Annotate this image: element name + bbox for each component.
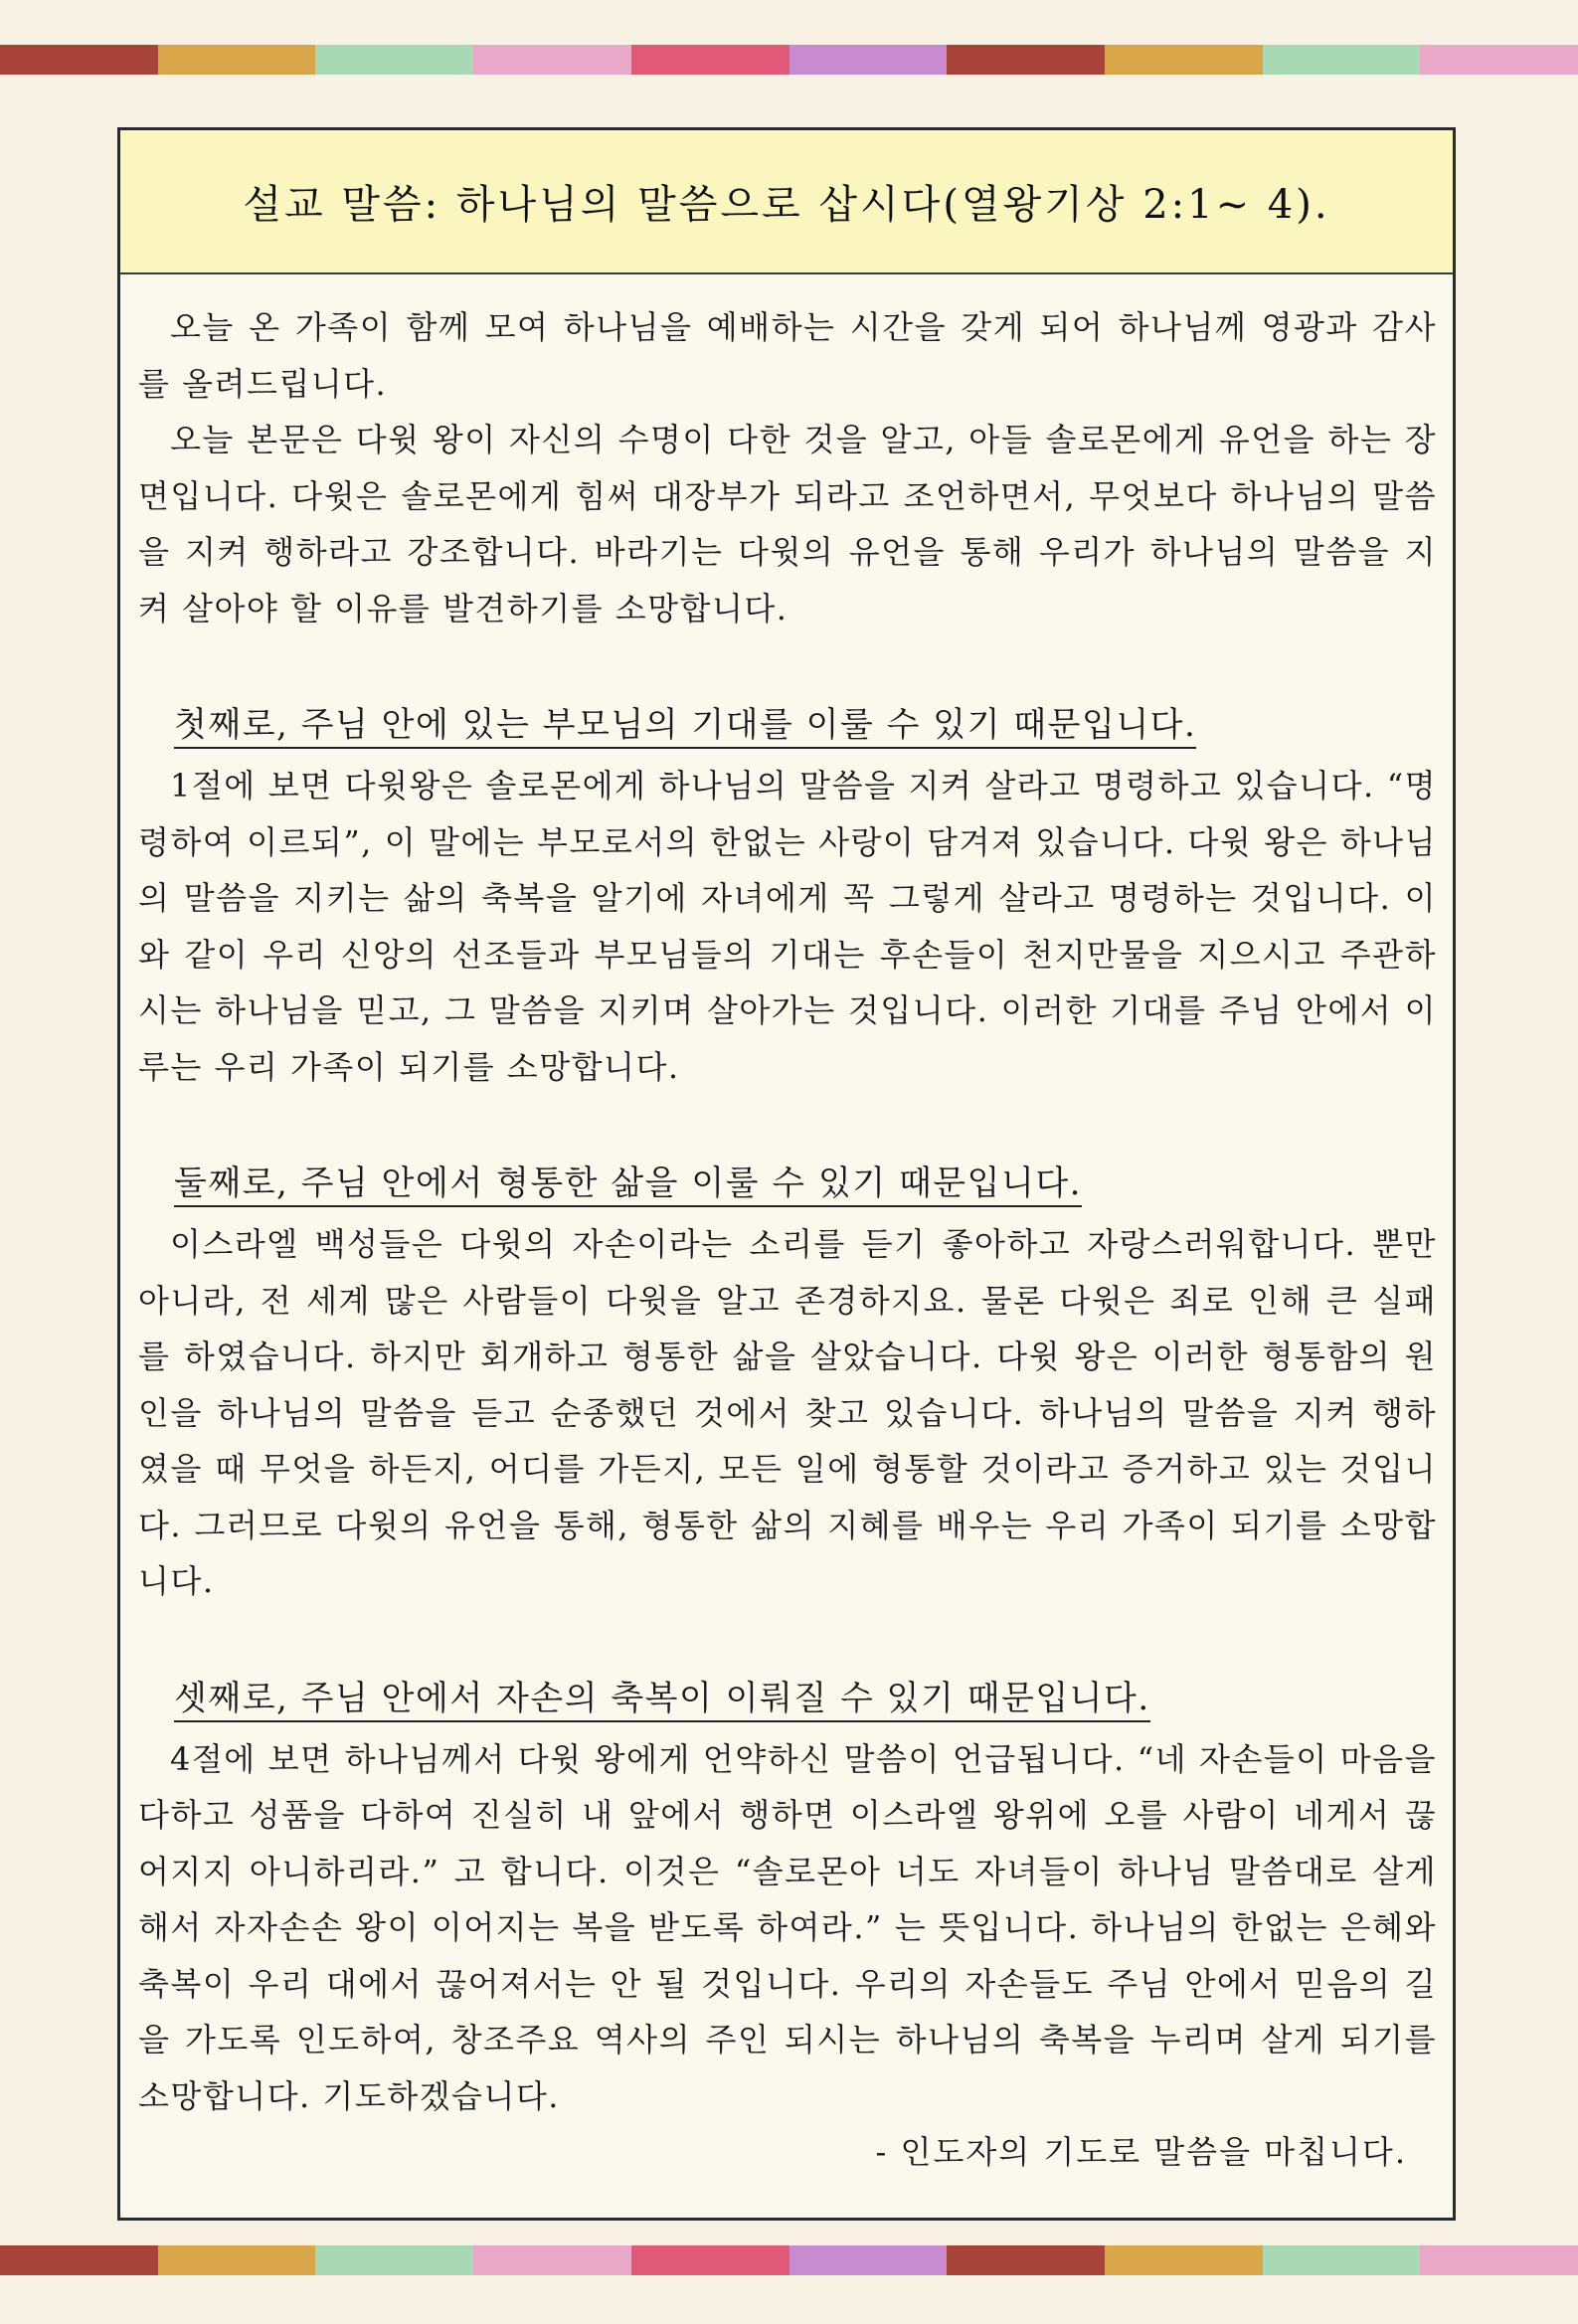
- stripe-segment: [1105, 2245, 1263, 2275]
- stripe-segment: [631, 2245, 789, 2275]
- title-box: [120, 130, 1453, 274]
- stripe-segment: [1420, 45, 1578, 75]
- stripe-segment: [789, 2245, 948, 2275]
- stripe-segment: [473, 2245, 631, 2275]
- bottom-decorative-stripe: [0, 2245, 1578, 2275]
- section-heading-2: [138, 1155, 1437, 1212]
- intro-paragraph-1: 오늘 온 가족이 함께 모여 하나님을 예배하는 시간을 갖게 되어 하나님께 영광과 감사를 올려드립니다.: [138, 308, 1437, 403]
- section-heading-1-text: 첫째로, 주님 안에 있는 부모님의 기대를 이룰 수 있기 때문입니다.: [174, 705, 1196, 749]
- sermon-frame: [117, 127, 1456, 2221]
- section-body-2: 이스라엘 백성들은 다윗의 자손이라는 소리를 듣기 좋아하고 자랑스러워합니다. 뿐만 아니라, 전 세계 많은 사람들이 다윗을 알고 존경하지요. 물론 다윗은 죄로 인해 큰 실패를 하였습니다. 하지만 회개하고 형통한 삶을 살았습니다. 다윗 왕은 이러한 형통함의 원인을 하나님의 말씀을 듣고 순종했던 것에서 찾고 있습니다. 하나님의 말씀을 지켜 행하였을 때 무엇을 하든지, 어디를 가든지, 모든 일에 형통할 것이라고 증거하고 있는 것입니다. 그러므로 다윗의 유언을 통해, 형통한 삶의 지혜를 배우는 우리 가족이 되기를 소망합니다.: [138, 1225, 1437, 1600]
- stripe-segment: [947, 2245, 1105, 2275]
- stripe-segment: [631, 45, 789, 75]
- sermon-title: 설교 말씀: 하나님의 말씀으로 삽시다(열왕기상 2:1~ 4).: [243, 182, 1330, 228]
- section-heading-3: [138, 1670, 1437, 1727]
- stripe-segment: [1263, 45, 1421, 75]
- stripe-segment: [1420, 2245, 1578, 2275]
- stripe-segment: [1263, 2245, 1421, 2275]
- stripe-segment: [473, 45, 631, 75]
- stripe-segment: [789, 45, 948, 75]
- stripe-segment: [0, 45, 158, 75]
- closing-line: - 인도자의 기도로 말씀을 마칩니다.: [875, 2133, 1407, 2171]
- section-body-1: 1절에 보면 다윗왕은 솔로몬에게 하나님의 말씀을 지켜 살라고 명령하고 있습니다. “명령하여 이르되”, 이 말에는 부모로서의 한없는 사랑이 담겨져 있습니다. 다윗 왕은 하나님의 말씀을 지키는 삶의 축복을 알기에 자녀에게 꼭 그렇게 살라고 명령하는 것입니다. 이와 같이 우리 신앙의 선조들과 부모님들의 기대는 후손들이 천지만물을 지으시고 주관하시는 하나님을 믿고, 그 말씀을 지키며 살아가는 것입니다. 이러한 기대를 주님 안에서 이루는 우리 가족이 되기를 소망합니다.: [138, 767, 1437, 1086]
- stripe-segment: [158, 2245, 316, 2275]
- intro-paragraph-2: 오늘 본문은 다윗 왕이 자신의 수명이 다한 것을 알고, 아들 솔로몬에게 유언을 하는 장면입니다. 다윗은 솔로몬에게 힘써 대장부가 되라고 조언하면서, 무엇보다 하나님의 말씀을 지켜 행하라고 강조합니다. 바라기는 다윗의 유언을 통해 우리가 하나님의 말씀을 지켜 살아야 할 이유를 발견하기를 소망합니다.: [138, 421, 1437, 627]
- top-decorative-stripe: [0, 45, 1578, 75]
- stripe-segment: [315, 45, 473, 75]
- section-heading-2-text: 둘째로, 주님 안에서 형통한 삶을 이룰 수 있기 때문입니다.: [174, 1163, 1082, 1207]
- section-heading-3-text: 셋째로, 주님 안에서 자손의 축복이 이뤄질 수 있기 때문입니다.: [174, 1679, 1150, 1722]
- section-heading-1: [138, 696, 1437, 754]
- stripe-segment: [315, 2245, 473, 2275]
- sermon-content: [138, 299, 1437, 2181]
- stripe-segment: [0, 2245, 158, 2275]
- section-body-3: 4절에 보면 하나님께서 다윗 왕에게 언약하신 말씀이 언급됩니다. “네 자손들이 마음을 다하고 성품을 다하여 진실히 내 앞에서 행하면 이스라엘 왕위에 오를 사람이 네게서 끊어지지 아니하리라.” 고 합니다. 이것은 “솔로몬아 너도 자녀들이 하나님 말씀대로 살게 해서 자자손손 왕이 이어지는 복을 받도록 하여라.” 는 뜻입니다. 하나님의 한없는 은혜와 축복이 우리 대에서 끊어져서는 안 될 것입니다. 우리의 자손들도 주님 안에서 믿음의 길을 가도록 인도하여, 창조주요 역사의 주인 되시는 하나님의 축복을 누리며 살게 되기를 소망합니다. 기도하겠습니다.: [138, 1739, 1437, 2115]
- stripe-segment: [1105, 45, 1263, 75]
- stripe-segment: [947, 45, 1105, 75]
- stripe-segment: [158, 45, 316, 75]
